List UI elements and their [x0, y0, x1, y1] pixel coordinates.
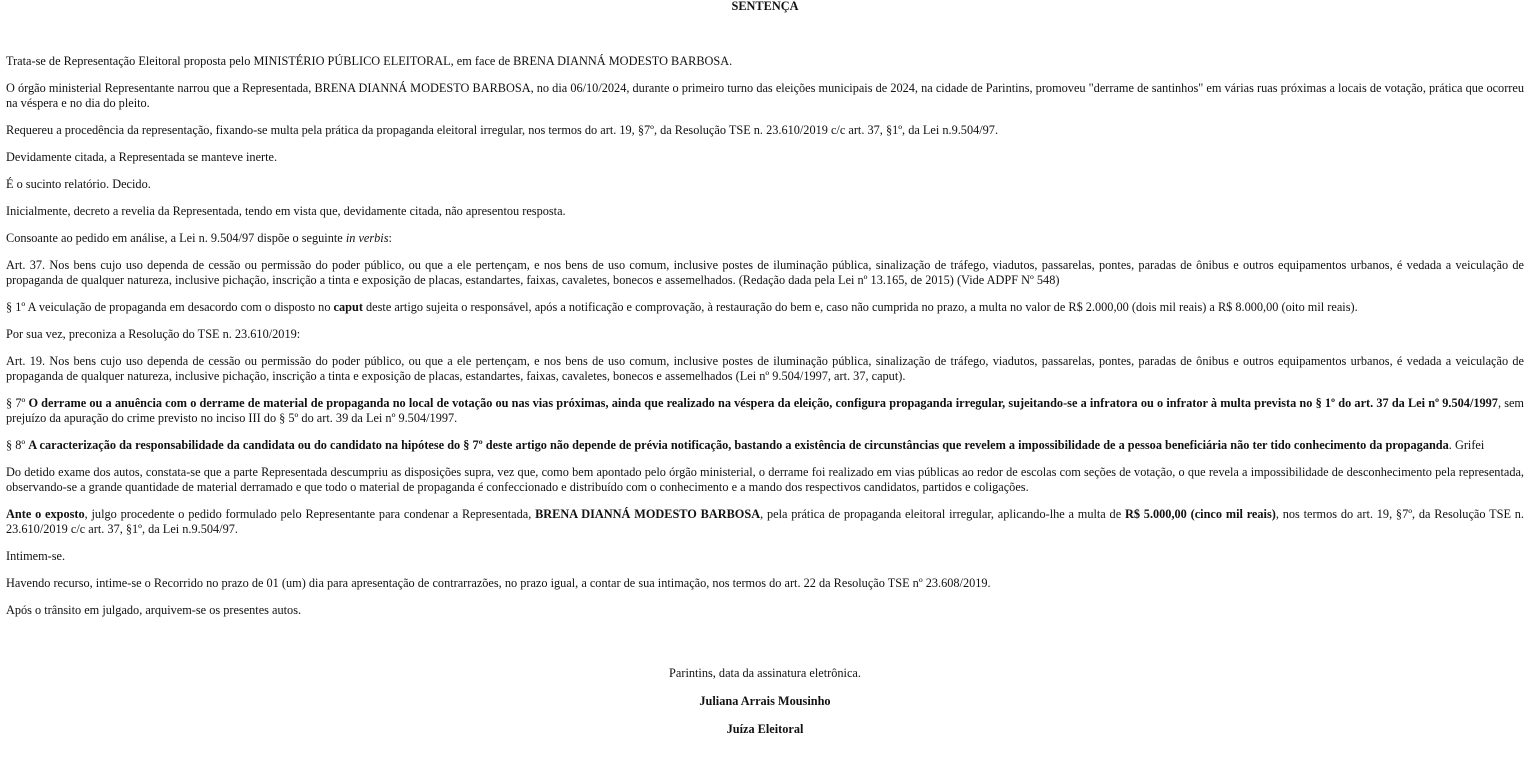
- text-span: :: [388, 231, 392, 245]
- text-span: § 1º A veiculação de propaganda em desacordo com o disposto no: [6, 300, 334, 314]
- paragraph-art-19: Art. 19. Nos bens cujo uso dependa de cessão ou permissão do poder público, ou que a ele pertençam, e nos bens de uso comum, inclusive postes de iluminação pública, sinalização de tráfego, viadutos, passarelas, pontes, paradas de ônibus e outros equipamentos urbanos, é vedada a veiculação de propaganda de qualquer natureza, inclusive pichação, inscrição a tinta e exposição de placas, estandartes, faixas, cavaletes, bonecos e assemelhados (Lei nº 9.504/1997, art. 37, caput).: [6, 354, 1524, 383]
- text-span: § 8º: [6, 438, 29, 452]
- bold-span: caput: [333, 300, 363, 314]
- text-span: § 7º: [6, 396, 29, 410]
- paragraph-request: Requereu a procedência da representação, fixando-se multa pela prática da propaganda eleitoral irregular, nos termos do art. 19, §7º, da Resolução TSE n. 23.610/2019 c/c art. 37, §1º, da Lei n.9.504/97.: [6, 123, 999, 137]
- bold-span: A caracterização da responsabilidade da candidata ou do candidato na hipótese do § 7º deste artigo não depende de prévia notificação, bastando a existência de circunstâncias que revelem a impossibilidade de a pessoa beneficiária não ter tido conhecimento da propaganda: [28, 438, 1449, 452]
- paragraph-decision: [6, 507, 1524, 537]
- italic-span: in verbis: [345, 231, 389, 245]
- paragraph-art-37-par-1: [6, 300, 1524, 315]
- paragraph-report: É o sucinto relatório. Decido.: [6, 177, 151, 191]
- paragraph-art-19-par-8: [6, 438, 1524, 453]
- paragraph-analysis: Do detido exame dos autos, constata-se que a parte Representada descumpriu as disposições supra, vez que, como bem apontado pelo órgão ministerial, o derrame foi realizado em vias públicas ao redor de escolas com seções de votação, o que revela a impossibilidade de desconhecimento pela representada, observando-se a grande quantidade de material derramado e que todo o material de propaganda é confeccionado e distribuído com o conhecimento e a mando dos respectivos candidatos, partidos e coligações.: [6, 465, 1524, 494]
- signature-place-date: Parintins, data da assinatura eletrônica.: [669, 666, 861, 680]
- paragraph-art-37: Art. 37. Nos bens cujo uso dependa de cessão ou permissão do poder público, ou que a ele pertençam, e nos bens de uso comum, inclusive postes de iluminação pública, sinalização de tráfego, viadutos, passarelas, pontes, paradas de ônibus e outros equipamentos urbanos, é vedada a veiculação de propaganda de qualquer natureza, inclusive pichação, inscrição a tinta e exposição de placas, estandartes, faixas, cavaletes, bonecos e assemelhados. (Redação dada pela Lei nº 13.165, de 2015) (Vide ADPF Nº 548): [6, 258, 1524, 287]
- text-span: Consoante ao pedido em análise, a Lei n. 9.504/97 dispõe o seguinte: [6, 231, 346, 245]
- paragraph-resolution-intro: Por sua vez, preconiza a Resolução do TSE n. 23.610/2019:: [6, 327, 301, 341]
- paragraph-appeal: Havendo recurso, intime-se o Recorrido no prazo de 01 (um) dia para apresentação de contrarrazões, no prazo igual, a contar de sua intimação, nos termos do art. 22 da Resolução TSE nº 23.608/2019.: [6, 576, 991, 590]
- text-span: , nos termos do art. 19, §7º, da Resolução TSE n. 23.610/2019 c/c art. 37, §1º, da Lei n.9.504/97.: [6, 507, 1524, 536]
- paragraph-intimation: Intimem-se.: [6, 549, 66, 563]
- paragraph-citation: Devidamente citada, a Representada se manteve inerte.: [6, 150, 278, 164]
- paragraph-revelia: Inicialmente, decreto a revelia da Representada, tendo em vista que, devidamente citada, não apresentou resposta.: [6, 204, 566, 218]
- bold-span: BRENA DIANNÁ MODESTO BARBOSA: [535, 507, 761, 521]
- bold-span: Ante o exposto: [6, 507, 85, 521]
- paragraph-art-19-par-7: [6, 396, 1524, 426]
- text-span: , julgo procedente o pedido formulado pelo Representante para condenar a Representada,: [84, 507, 536, 521]
- bold-span: R$ 5.000,00 (cinco mil reais): [1124, 507, 1276, 521]
- bold-span: Juíza Eleitoral: [726, 722, 804, 736]
- text-span: deste artigo sujeita o responsável, após a notificação e comprovação, à restauração do bem e, caso não cumprida no prazo, a multa no valor de R$ 2.000,00 (dois mil reais) a R$ 8.000,00 (oito mil reais).: [362, 300, 1358, 314]
- text-span: , pela prática de propaganda eleitoral irregular, aplicando-lhe a multa de: [760, 507, 1125, 521]
- paragraph-intro: Trata-se de Representação Eleitoral proposta pelo MINISTÉRIO PÚBLICO ELEITORAL, em face de BRENA DIANNÁ MODESTO BARBOSA.: [6, 54, 733, 68]
- paragraph-narrative: O órgão ministerial Representante narrou que a Representada, BRENA DIANNÁ MODESTO BARBOSA, no dia 06/10/2024, durante o primeiro turno das eleições municipais de 2024, na cidade de Parintins, promoveu "derrame de santinhos" em várias ruas próximas a locais de votação, prática que ocorreu na véspera e no dia do pleito.: [6, 81, 1524, 110]
- paragraph-archive: Após o trânsito em julgado, arquivem-se os presentes autos.: [6, 603, 302, 617]
- text-span: , sem prejuízo da apuração do crime previsto no inciso III do § 5º do art. 39 da Lei nº 9.504/1997.: [6, 396, 1524, 425]
- bold-span: O derrame ou a anuência com o derrame de material de propaganda no local de votação ou nas vias próximas, ainda que realizado na véspera da eleição, configura propaganda irregular, sujeitando-se a infratora ou o infrator à multa prevista no § 1º do art. 37 da Lei nº 9.504/1997: [28, 396, 1498, 410]
- text-span: . Grifei: [1448, 438, 1485, 452]
- paragraph-law-intro: [6, 231, 1524, 246]
- bold-span: Juliana Arrais Mousinho: [699, 694, 831, 708]
- signature-name: [6, 694, 1524, 709]
- signature-block: [6, 666, 1524, 737]
- document-title: SENTENÇA: [731, 0, 799, 13]
- signature-role: [6, 722, 1524, 737]
